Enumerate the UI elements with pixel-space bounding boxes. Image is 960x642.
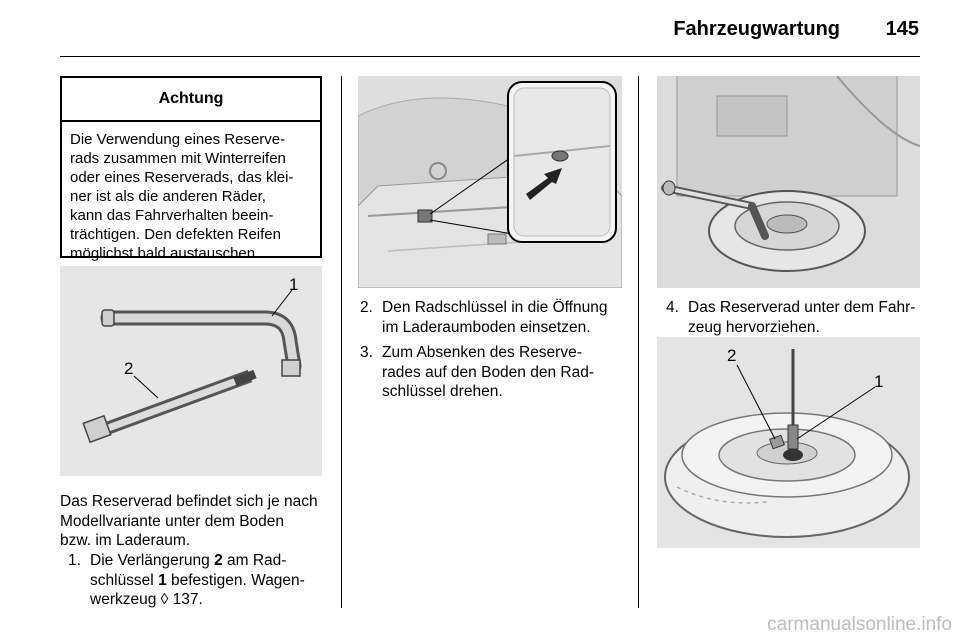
warning-title: Achtung (62, 78, 320, 122)
label-1: 1 (289, 275, 299, 294)
column-separator (638, 76, 639, 608)
warning-line: trächtigen. Den defekten Reifen (70, 226, 281, 243)
warning-line: rads zusammen mit Winterreifen (70, 150, 286, 167)
step-1: 1. Die Verlängerung 2 am Rad- schlüssel 1 befestigen. Wagen- werkzeug ◊ 137. (68, 552, 305, 608)
wheel-ground-drawing (657, 337, 920, 548)
wrench-extension-drawing (60, 266, 322, 476)
page-header (0, 0, 960, 60)
spare-wheel-on-ground-illustration (657, 337, 920, 548)
intro-paragraph (60, 492, 330, 551)
warning-text (62, 122, 320, 271)
warning-line: oder eines Reserverads, das klei- (70, 169, 294, 186)
label-1: 1 (874, 372, 884, 391)
intro-line: Das Reserverad befindet sich je nach (60, 493, 318, 510)
label-2: 2 (727, 346, 737, 365)
warning-line: kann das Fahrverhalten beein- (70, 207, 274, 224)
intro-line: bzw. im Laderaum. (60, 532, 191, 549)
page-number: 145 (885, 18, 919, 40)
step-number: 3. (360, 344, 373, 361)
section-title: Fahrzeugwartung (673, 18, 840, 40)
label-2: 2 (124, 359, 134, 378)
step-number: 4. (666, 299, 679, 316)
spare-wheel-under-vehicle-illustration (657, 76, 920, 288)
column-separator (341, 76, 342, 608)
warning-box (60, 76, 322, 262)
warning-line: möglichst bald austauschen. (70, 245, 260, 262)
intro-line: Modellvariante unter dem Boden (60, 512, 285, 530)
warning-line: ner ist als die anderen Räder, (70, 188, 266, 205)
step-2: 2. Den Radschlüssel in die Öffnung im Laderaumboden einsetzen. (360, 299, 608, 336)
reference-arrow-icon: ◊ (160, 591, 169, 608)
load-floor-illustration (358, 76, 622, 288)
load-floor-drawing (358, 76, 622, 288)
step-3: 3. Zum Absenken des Reserve- rades auf den Boden den Rad- schlüssel drehen. (360, 344, 594, 400)
watermark: carmanualsonline.info (767, 614, 952, 635)
warning-line: Die Verwendung eines Reserve- (70, 131, 286, 148)
step-number: 1. (68, 552, 81, 569)
wrench-illustration (60, 266, 322, 476)
spare-wheel-drawing (657, 76, 920, 288)
header-rule (60, 56, 920, 57)
step-number: 2. (360, 299, 373, 316)
steps-2-3 (360, 298, 632, 402)
step-4: 4. Das Reserverad unter dem Fahr- zeug hervorziehen. (666, 299, 916, 336)
